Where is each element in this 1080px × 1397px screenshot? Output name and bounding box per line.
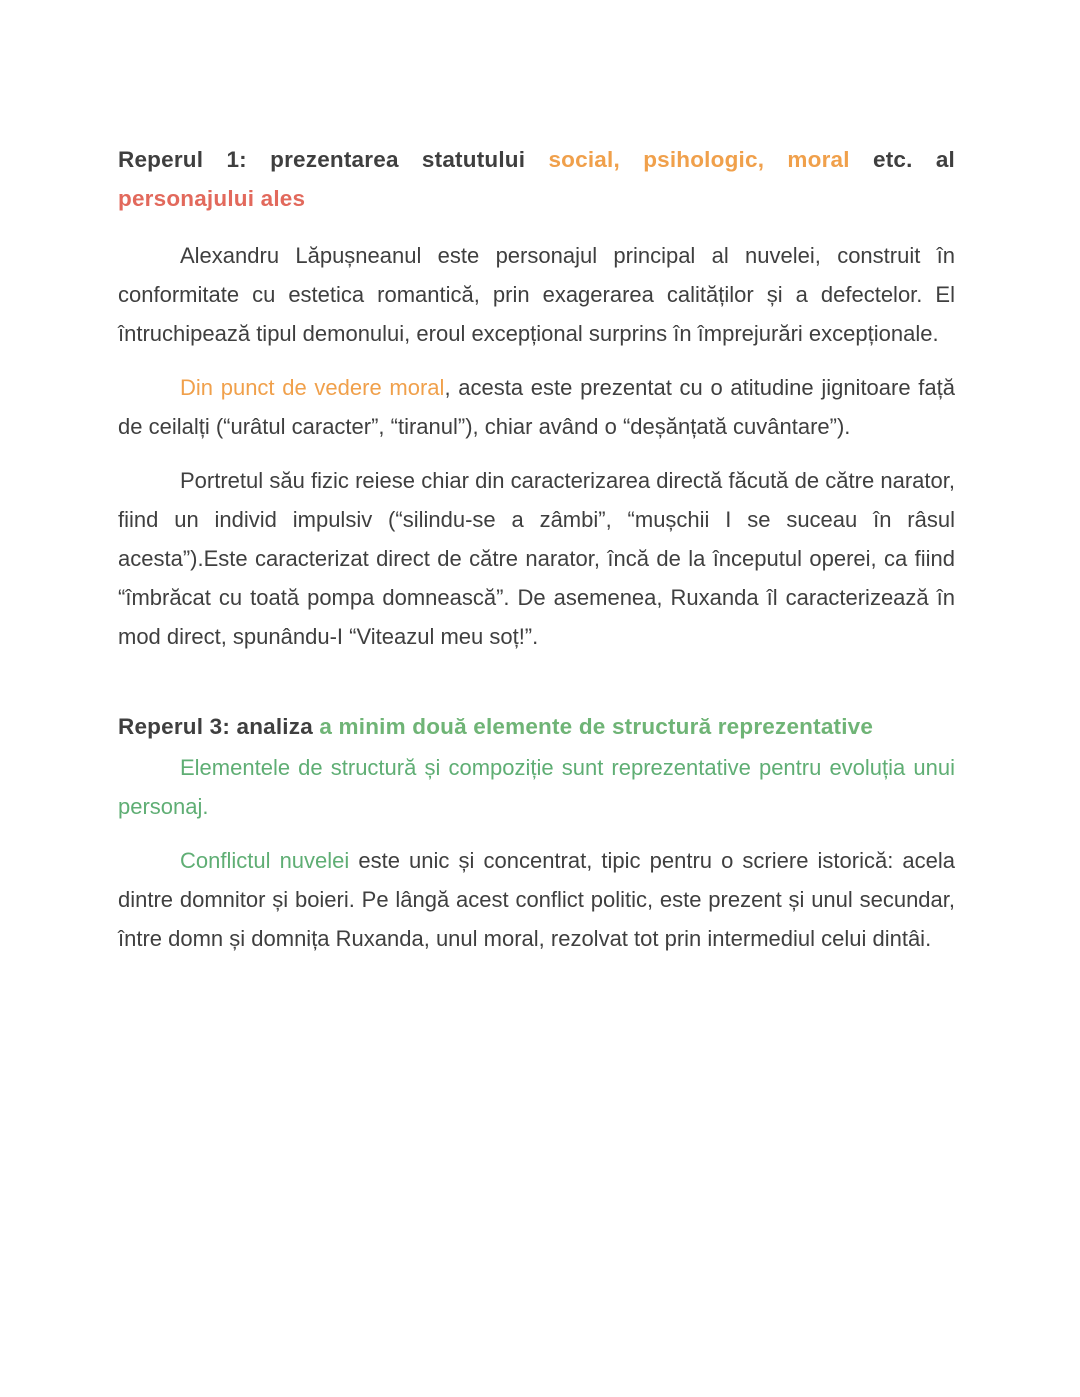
paragraph2-lead-orange: Din punct de vedere moral [180,375,445,400]
paragraph-portret-fizic: Portretul său fizic reiese chiar din caracterizarea directă făcută de către narator, fiind un individ impulsiv (“silindu-se a zâmbi”, “mușchii I se suceau în râsul acesta”).Este caracterizat direct de către narator, încă de la începutul operei, ca fiind “îmbrăcat cu toată pompa domnească”. De asemenea, Ruxanda îl caracterizează în mod direct, spunându-I “Viteazul meu soț!”. [118,468,955,649]
heading-reperul-1 [118,140,955,218]
heading1-segment-salmon: personajului ales [118,186,306,211]
paragraph2-rest: , acesta este prezentat cu o atitudine jignitoare față de ceilalți (“urâtul caracter”, “tiranul”), chiar având o “deșănțată cuvântare”). [118,375,956,439]
paragraph5-rest: este unic și concentrat, tipic pentru o scriere istorică: acela dintre domnitor și boieri. Pe lângă acest conflict politic, este prezent și unul secundar, între domn și domnița Ruxanda, unul moral, rezolvat tot prin intermediul celui dintâi. [118,848,956,951]
heading1-segment-black2: etc. al [849,147,956,172]
paragraph5-lead-green: Conflictul nuvelei [180,848,350,873]
heading1-segment-black: Reperul 1: prezentarea statutului [118,147,549,172]
heading1-segment-orange: social, psihologic, moral [548,147,850,172]
paragraph-elemente-structura: Elementele de structură și compoziție sunt reprezentative pentru evoluția unui personaj. [118,755,955,819]
paragraph-conflict [118,841,955,958]
heading2-segment-black: Reperul 3: analiza [118,714,320,739]
paragraph-statut-moral [118,368,955,446]
paragraph-statut-general: Alexandru Lăpușneanul este personajul principal al nuvelei, construit în conformitate cu estetica romantică, prin exagerarea calităților și a defectelor. El întruchipează tipul demonului, eroul excepțional surprins în împrejurări excepționale. [118,243,955,346]
heading2-segment-green: a minim două elemente de structură reprezentative [319,714,874,739]
heading-reperul-3 [118,707,955,746]
